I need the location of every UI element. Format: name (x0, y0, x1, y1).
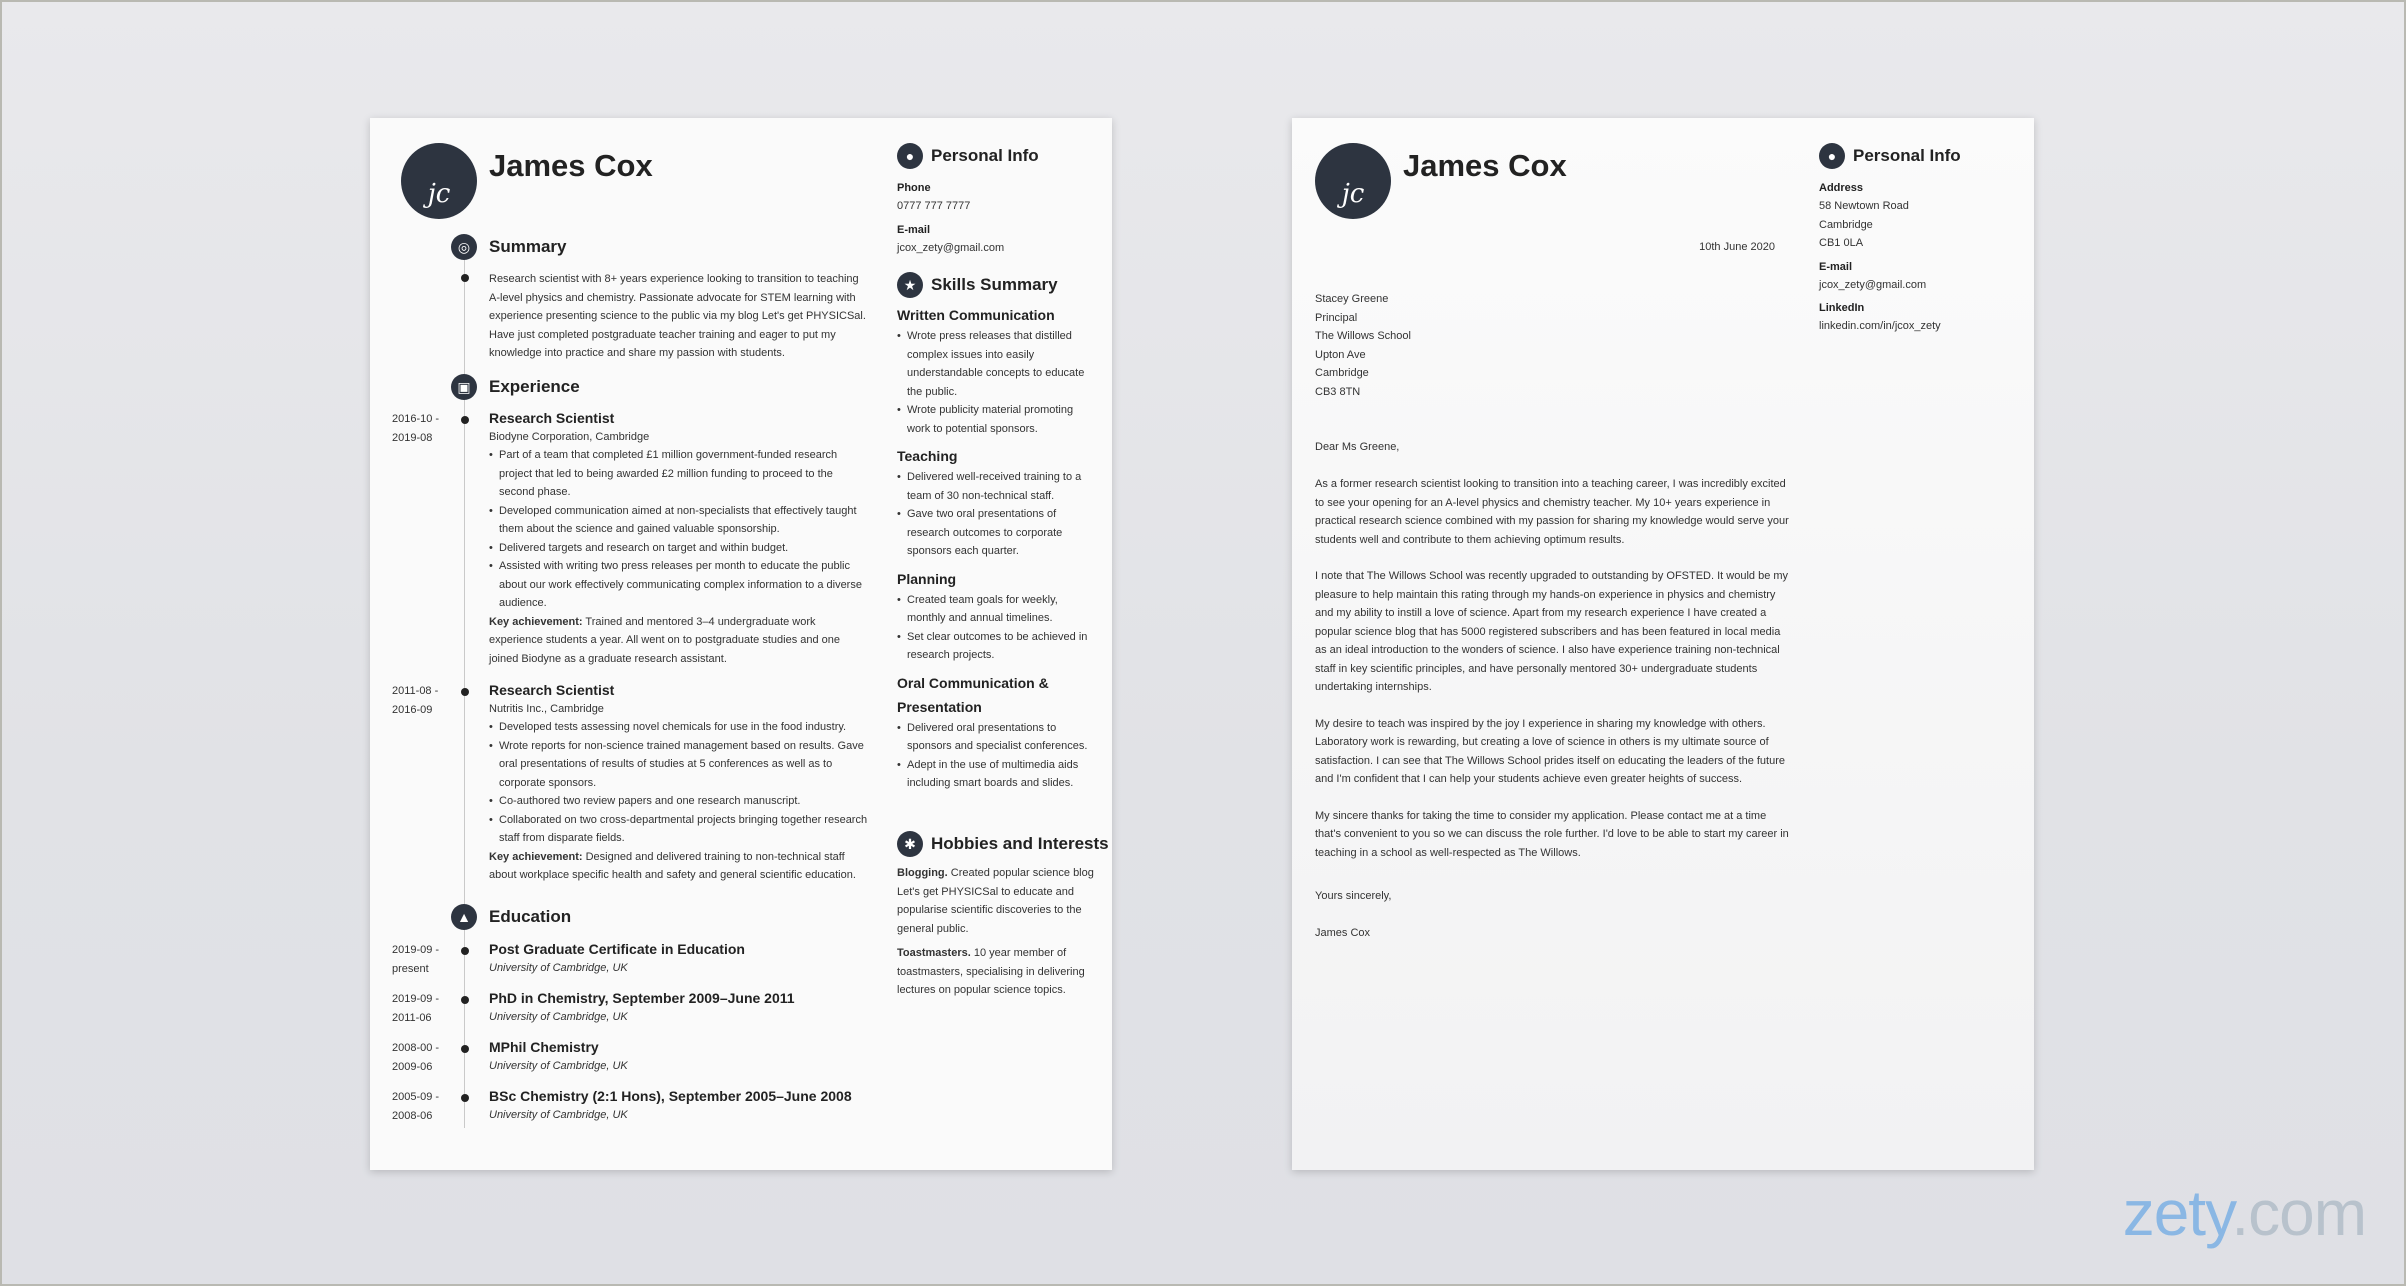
hobby-item (897, 944, 1097, 1000)
email-value: jcox_zety@gmail.com (1819, 278, 1927, 291)
avatar: jc (401, 143, 477, 219)
school-name: University of Cambridge, UK (489, 1060, 628, 1072)
hobbies-title: Hobbies and Interests (931, 834, 1109, 853)
recipient-line: Upton Ave (1315, 348, 1366, 361)
closing: Yours sincerely, (1315, 890, 1392, 902)
timeline-dot (461, 1045, 469, 1053)
skill-item: • Wrote press releases that distilled complex issues into easily understandable concepts to educate the public. (897, 327, 1097, 401)
recipient-line: The Willows School (1315, 330, 1411, 342)
job-dates: 2011-08 - 2016-09 (392, 685, 439, 716)
skills-title: Skills Summary (931, 275, 1058, 294)
resume-page (370, 118, 1112, 1170)
skill-group-heading: Written Communication (897, 307, 1055, 323)
summary-title: Summary (489, 237, 567, 256)
edu-dates: 2019-09 - 2011-06 (392, 993, 440, 1024)
timeline-dot (461, 688, 469, 696)
star-icon: ★ (897, 272, 923, 298)
key-achievement (489, 848, 871, 885)
recipient-line: CB3 8TN (1315, 385, 1361, 398)
skill-item: • Delivered oral presentations to sponsors and specialist conferences. (897, 719, 1097, 756)
timeline-dot (461, 996, 469, 1004)
edu-entry (489, 939, 889, 977)
skill-item: • Delivered well-received training to a team of 30 non-technical staff. (897, 468, 1097, 505)
job-entry (489, 408, 871, 668)
degree-title: MPhil Chemistry (489, 1039, 599, 1055)
letter-personal-title: Personal Info (1853, 146, 1961, 165)
job-title: Research Scientist (489, 682, 615, 698)
resume-name: James Cox (489, 148, 653, 183)
skill-group-heading: Planning (897, 570, 957, 587)
briefcase-icon: ▣ (451, 374, 477, 400)
address-value (1819, 197, 2019, 253)
edu-dates: 2019-09 - present (392, 944, 440, 975)
signature: James Cox (1315, 927, 1371, 939)
hobby-text: Created popular science blog Let's get PHYSICSal to educate and popularise scientific discoveries to the general public. (897, 867, 1094, 935)
address-line: 58 Newtown Road (1819, 200, 1909, 212)
school-name: University of Cambridge, UK (489, 1011, 628, 1023)
address-label: Address (1819, 182, 1864, 194)
key-achievement-text: Designed and delivered training to non-technical staff about workplace specific health and safety and general scientific education. (489, 850, 856, 881)
letter-name: James Cox (1403, 148, 1567, 183)
letter-date: 10th June 2020 (1699, 241, 1775, 253)
recipient-line: Stacey Greene (1315, 293, 1389, 305)
job-bullet: • Wrote reports for non-science trained management based on results. Gave oral presentations of results of studies at 5 conferences as well as to corporate sponsors. (489, 737, 871, 793)
skill-item: • Set clear outcomes to be achieved in research projects. (897, 628, 1097, 665)
phone-label: Phone (897, 182, 931, 194)
letter-paragraph: I note that The Willows School was recently upgraded to outstanding by OFSTED. It would be my pleasure to help maintain this rating through my hands-on experience in physics and chemistry and my ability to instill a love of science. Apart from my research experience I have created a popular science blog that has 5000 registered subscribers and has been featured in local media as an ideal introduction to the wonders of science. I also have experience training non-technical staff in key scientific principles, and have personally mentored 30+ undergraduate students undertaking internships. (1315, 570, 1789, 693)
job-bullet: • Developed communication aimed at non-specialists that effectively taught them about the science and gained valuable sponsorship. (489, 502, 871, 539)
job-dates: 2016-10 - 2019-08 (392, 413, 440, 444)
address-line: CB1 0LA (1819, 237, 1864, 249)
personal-info (897, 179, 1097, 257)
edu-entry (489, 1086, 889, 1124)
letter-paragraph: My sincere thanks for taking the time to consider my application. Please contact me at a time that's convenient to you so we can discuss the role further. I'd love to be able to start my career in teaching in a school as well-respected as The Willows. (1315, 809, 1789, 859)
linkedin-label: LinkedIn (1819, 302, 1865, 314)
phone-value: 0777 777 7777 (897, 200, 971, 212)
job-bullet: • Developed tests assessing novel chemicals for use in the food industry. (489, 718, 871, 737)
job-bullet: • Assisted with writing two press releases per month to educate the public about our work effectively communicating complex information to a diverse audience. (489, 557, 871, 613)
key-achievement-label: Key achievement: (489, 850, 583, 863)
skills-list (897, 303, 1097, 793)
skill-item: • Gave two oral presentations of research outcomes to corporate sponsors each quarter. (897, 505, 1097, 561)
degree-title: BSc Chemistry (2:1 Hons), September 2005–June 2008 (489, 1088, 852, 1104)
timeline-dot (461, 416, 469, 424)
hobby-label: Blogging. (897, 867, 948, 879)
salutation: Dear Ms Greene, (1315, 441, 1400, 453)
timeline-dot (461, 947, 469, 955)
school-name: University of Cambridge, UK (489, 962, 628, 974)
recipient-line: Principal (1315, 311, 1358, 324)
email-value: jcox_zety@gmail.com (897, 241, 1005, 254)
key-achievement (489, 613, 871, 669)
skill-group-heading: Teaching (897, 448, 958, 464)
recipient-line: Cambridge (1315, 367, 1369, 379)
skill-item: • Created team goals for weekly, monthly and annual timelines. (897, 591, 1097, 628)
address-line: Cambridge (1819, 218, 1873, 231)
graduation-cap-icon: ▲ (451, 904, 477, 930)
degree-title: Post Graduate Certificate in Education (489, 941, 745, 957)
job-bullet: • Co-authored two review papers and one research manuscript. (489, 792, 871, 811)
experience-title: Experience (489, 377, 580, 396)
edu-dates: 2008-00 - 2009-06 (392, 1042, 440, 1073)
user-icon: ● (897, 143, 923, 169)
job-title: Research Scientist (489, 410, 615, 426)
timeline-dot (461, 1094, 469, 1102)
skill-item: • Adept in the use of multimedia aids including smart boards and slides. (897, 756, 1097, 793)
letter-body (1315, 475, 1790, 880)
letter-paragraph: As a former research scientist looking to transition into a teaching career, I was incredibly excited to see your opening for an A-level physics and chemistry teacher. My 10+ years experience in practical research science combined with my passion for sharing my knowledge would serve your students well and contribute to them achieving optimum results. (1315, 478, 1789, 546)
linkedin-value: linkedin.com/in/jcox_zety (1819, 320, 1941, 332)
zety-logo: zety.com (2122, 1177, 2366, 1249)
summary-icon: ◎ (451, 234, 477, 260)
email-label: E-mail (1819, 260, 1853, 273)
hobby-item (897, 864, 1097, 938)
cover-letter-page (1292, 118, 2034, 1170)
email-label: E-mail (897, 223, 931, 236)
edu-entry (489, 988, 889, 1026)
summary-text: Research scientist with 8+ years experience looking to transition to teaching A-level physics and chemistry. Passionate advocate for STEM learning with experience presenting science to the public via my blog Let's get PHYSICSal. Have just completed postgraduate teacher training and eager to put my knowledge into practice and share my passion with students. (489, 273, 866, 359)
hobby-label: Toastmasters. (897, 947, 971, 959)
skill-group-heading: Oral Communication & Presentation (897, 674, 1049, 715)
edu-entry (489, 1037, 889, 1075)
hobby-text: 10 year member of toastmasters, specialising in delivering lectures on popular science topics. (897, 947, 1085, 996)
school-name: University of Cambridge, UK (489, 1109, 628, 1121)
timeline-dot (461, 274, 469, 282)
job-org: Nutritis Inc., Cambridge (489, 703, 604, 715)
recipient-block (1315, 290, 1615, 401)
job-bullet: • Part of a team that completed £1 million government-funded research project that led to being awarded £2 million funding to proceed to the second phase. (489, 446, 871, 502)
education-title: Education (489, 907, 572, 926)
degree-title: PhD in Chemistry, September 2009–June 2011 (489, 990, 795, 1006)
hobbies-icon: ✱ (897, 831, 923, 857)
job-org: Biodyne Corporation, Cambridge (489, 431, 650, 443)
key-achievement-label: Key achievement: (489, 615, 583, 628)
hobbies-list (897, 864, 1097, 1006)
skill-item: • Wrote publicity material promoting work to potential sponsors. (897, 401, 1097, 438)
personal-info-title: Personal Info (931, 146, 1039, 165)
avatar: jc (1315, 143, 1391, 219)
letter-personal-info (1819, 179, 2019, 336)
user-icon: ● (1819, 143, 1845, 169)
letter-paragraph: My desire to teach was inspired by the joy I experience in sharing my knowledge with others. Laboratory work is rewarding, but creating a love of science in others is my ultimate source of satisfaction. I can see that The Willows School prides itself on educating the leaders of the future and I'm confident that I can help your students achieve even greater heights of success. (1315, 717, 1786, 785)
job-entry (489, 680, 871, 885)
job-bullet: • Delivered targets and research on target and within budget. (489, 539, 871, 558)
job-bullet: • Collaborated on two cross-departmental projects bringing together research staff from disparate fields. (489, 811, 871, 848)
edu-dates: 2005-09 - 2008-06 (392, 1091, 440, 1122)
key-achievement-text: Trained and mentored 3–4 undergraduate work experience students a year. All went on to postgraduate studies and one joined Biodyne as a graduate research assistant. (489, 615, 841, 665)
